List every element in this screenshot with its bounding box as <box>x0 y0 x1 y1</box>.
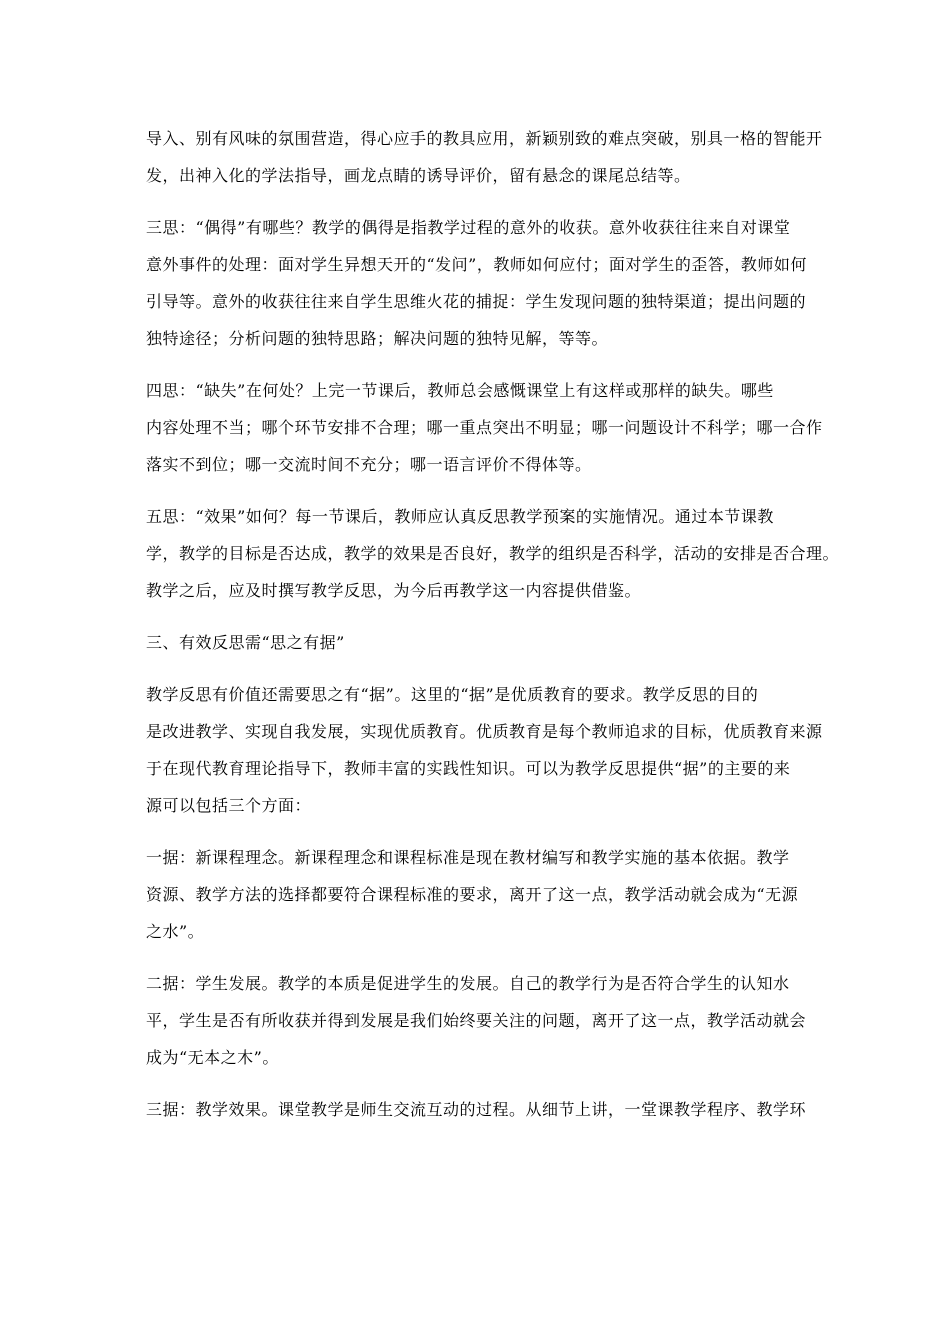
paragraph-spacer <box>146 609 818 624</box>
text-line: 之水”。 <box>146 922 205 941</box>
text-line: 资源、教学方法的选择都要符合课程标准的要求，离开了这一点，教学活动就会成为“无源 <box>146 885 799 904</box>
text-line: 三思：“偶得”有哪些？教学的偶得是指教学过程的意外的收获。意外收获往往来自对课堂 <box>146 218 791 237</box>
paragraph <box>146 498 840 609</box>
text-line: 平，学生是否有所收获并得到发展是我们始终要关注的问题，离开了这一点，教学活动就会 <box>146 1011 807 1030</box>
text-line: 二据：学生发展。教学的本质是促进学生的发展。自己的教学行为是否符合学生的认知水 <box>146 974 790 993</box>
paragraph <box>146 209 818 357</box>
paragraph-spacer <box>146 661 818 676</box>
text-line: 五思：“效果”如何？每一节课后，教师应认真反思教学预案的实施情况。通过本节课教 <box>146 507 774 526</box>
paragraph-spacer <box>146 357 818 372</box>
text-line: 导入、别有风味的氛围营造，得心应手的教具应用，新颖别致的难点突破，别具一格的智能开 <box>146 129 823 148</box>
text-line: 三、有效反思需“思之有据” <box>146 633 345 652</box>
paragraph <box>146 120 823 194</box>
paragraph-spacer <box>146 950 818 965</box>
text-line: 独特途径；分析问题的独特思路；解决问题的独特见解，等等。 <box>146 329 609 348</box>
text-line: 引导等。意外的收获往往来自学生思维火花的捕捉：学生发现问题的独特渠道；提出问题的 <box>146 292 807 311</box>
text-line: 发，出神入化的学法指导，画龙点睛的诱导评价，留有悬念的课尾总结等。 <box>146 166 691 185</box>
text-line: 于在现代教育理论指导下，教师丰富的实践性知识。可以为教学反思提供“据”的主要的来 <box>146 759 791 778</box>
paragraph <box>146 676 823 824</box>
text-line: 四思：“缺失”在何处？上完一节课后，教师总会感慨课堂上有这样或那样的缺失。哪些 <box>146 381 774 400</box>
text-line: 源可以包括三个方面： <box>146 796 312 815</box>
text-line: 内容处理不当；哪个环节安排不合理；哪一重点突出不明显；哪一问题设计不科学；哪一合作 <box>146 418 823 437</box>
paragraph <box>146 965 818 1076</box>
paragraph-spacer <box>146 483 818 498</box>
paragraph <box>146 624 818 661</box>
paragraph <box>146 839 818 950</box>
text-line: 意外事件的处理：面对学生异想天开的“发问”，教师如何应付；面对学生的歪答，教师如何 <box>146 255 807 274</box>
paragraph-spacer <box>146 194 818 209</box>
paragraph <box>146 372 823 483</box>
text-line: 三据：教学效果。课堂教学是师生交流互动的过程。从细节上讲，一堂课教学程序、教学环 <box>146 1100 807 1119</box>
paragraph <box>146 1091 818 1128</box>
text-line: 成为“无本之木”。 <box>146 1048 279 1067</box>
text-line: 学，教学的目标是否达成，教学的效果是否良好，教学的组织是否科学，活动的安排是否合理。 <box>146 544 840 563</box>
paragraph-spacer <box>146 824 818 839</box>
text-line: 教学反思有价值还需要思之有“据”。这里的“据”是优质教育的要求。教学反思的目的 <box>146 685 759 704</box>
document-body <box>146 120 840 1128</box>
text-line: 是改进教学、实现自我发展，实现优质教育。优质教育是每个教师追求的目标，优质教育来源 <box>146 722 823 741</box>
text-line: 落实不到位；哪一交流时间不充分；哪一语言评价不得体等。 <box>146 455 592 474</box>
paragraph-spacer <box>146 1076 818 1091</box>
text-line: 教学之后，应及时撰写教学反思，为今后再教学这一内容提供借鉴。 <box>146 581 642 600</box>
text-line: 一据：新课程理念。新课程理念和课程标准是现在教材编写和教学实施的基本依据。教学 <box>146 848 790 867</box>
